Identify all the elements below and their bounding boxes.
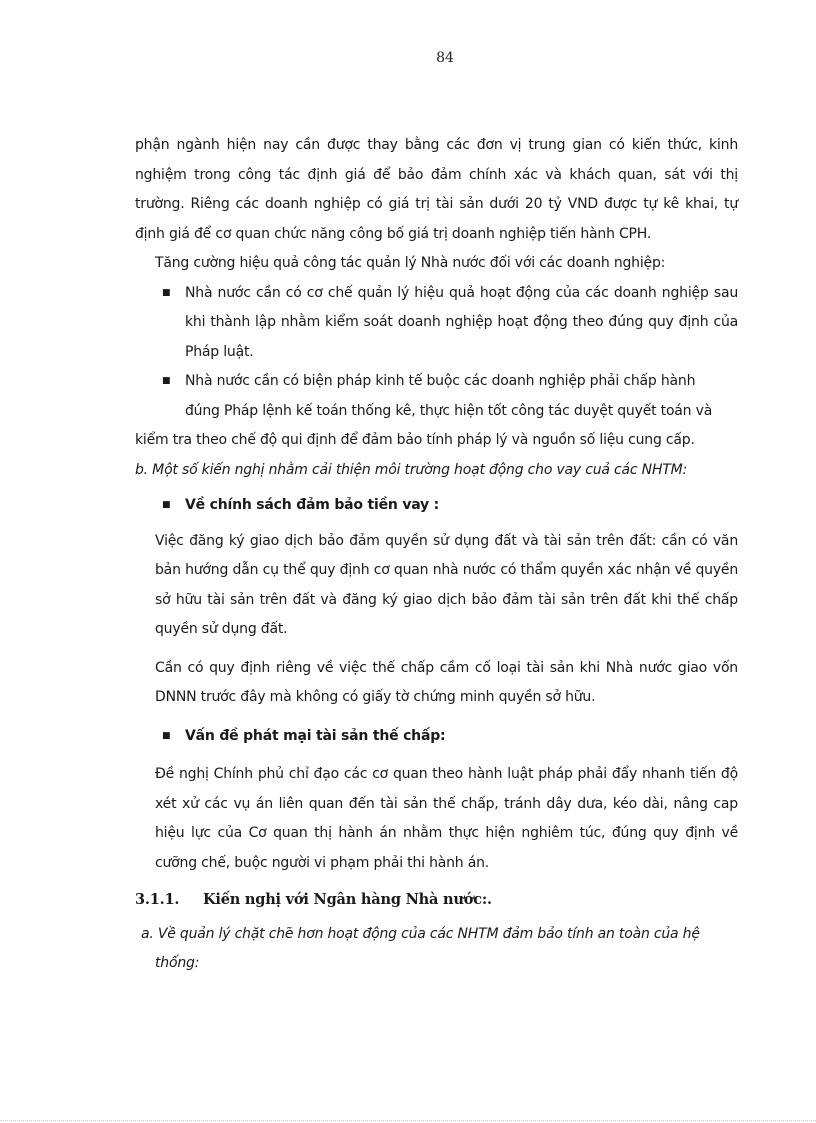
section-heading: [135, 885, 738, 914]
section-a-heading: a. Về quản lý chặt chẽ hơn hoạt động của các NHTM đảm bảo tính an toàn của hệ thống:: [141, 926, 700, 971]
list-item: [135, 279, 738, 368]
paragraph-land-use-rights: Việc đăng ký giao dịch bảo đảm quyền sử dụng đất và tài sản trên đất: cần có văn bản hướng dẫn cụ thể quy định cơ quan nhà nước có thẩm quyền xác nhận về quyền sở hữu tài sản trên đất và đăng ký giao dịch bảo đảm tài sản trên đất khi thế chấp quyền sử dụng đất.: [155, 532, 738, 637]
paragraph-valuation: phận ngành hiện nay cần được thay bằng các đơn vị trung gian có kiến thức, kinh nghiệm trong công tác định giá để bảo đảm chính xác và khách quan, sát với thị trường. Riêng các doanh nghiệp có giá trị tài sản dưới 20 tỷ VND được tự kê khai, tự định giá để cơ quan chức năng công bố giá trị doanh nghiệp tiến hành CPH.: [135, 137, 738, 242]
list-item-text: Về chính sách đảm bảo tiền vay :: [185, 497, 440, 513]
paragraph-enforcement: Đề nghị Chính phủ chỉ đạo các cơ quan theo hành luật pháp phải đẩy nhanh tiến độ xét xử các vụ án liên quan đến tài sản thế chấp, tránh dây dưa, kéo dài, nâng cap hiệu lực của Cơ quan thị hành án nhằm thực hiện nghiêm túc, đúng quy định về cưỡng chế, buộc người vi phạm phải thi hành án.: [155, 766, 738, 871]
list-item-text-line-3: kiểm tra theo chế độ qui định để đảm bảo tính pháp lý và nguồn số liệu cung cấp.: [135, 432, 695, 448]
list-item-text-line-1: Nhà nước cần có biện pháp kinh tế buộc các doanh nghiệp phải chấp hành: [185, 373, 696, 389]
section-number: 3.1.1.: [135, 891, 180, 908]
list-item: [135, 367, 738, 456]
page-number: 84: [436, 50, 454, 66]
list-item-text: Vấn đề phát mại tài sản thế chấp:: [185, 727, 446, 744]
square-bullet-icon: ■: [162, 500, 171, 510]
page-bottom-divider: [0, 1120, 816, 1121]
section-title: Kiến nghị với Ngân hàng Nhà nước:.: [203, 891, 492, 908]
list-item: [135, 722, 738, 752]
square-bullet-icon: ■: [162, 376, 171, 386]
document-body: [135, 131, 738, 978]
list-item-text-line-2: đúng Pháp lệnh kế toán thống kê, thực hiện tốt công tác duyệt quyết toán và: [185, 402, 713, 419]
paragraph-mortgage-rules: Cần có quy định riêng về việc thế chấp cầm cố loại tài sản khi Nhà nước giao vốn DNNN trước đây mà không có giấy tờ chứng minh quyền sở hữu.: [155, 659, 738, 705]
paragraph-state-management: Tăng cường hiệu quả công tác quản lý Nhà nước đối với các doanh nghiệp:: [155, 255, 666, 271]
list-item: [135, 491, 738, 521]
square-bullet-icon: ■: [162, 730, 171, 741]
list-item-text: Nhà nước cần có cơ chế quản lý hiệu quả hoạt động của các doanh nghiệp sau khi thành lập nhằm kiểm soát doanh nghiệp hoạt động theo đúng quy định của Pháp luật.: [185, 284, 738, 360]
section-b-heading: b. Một số kiến nghị nhằm cải thiện môi trường hoạt động cho vay cuả các NHTM:: [135, 461, 688, 478]
square-bullet-icon: ■: [162, 287, 171, 298]
